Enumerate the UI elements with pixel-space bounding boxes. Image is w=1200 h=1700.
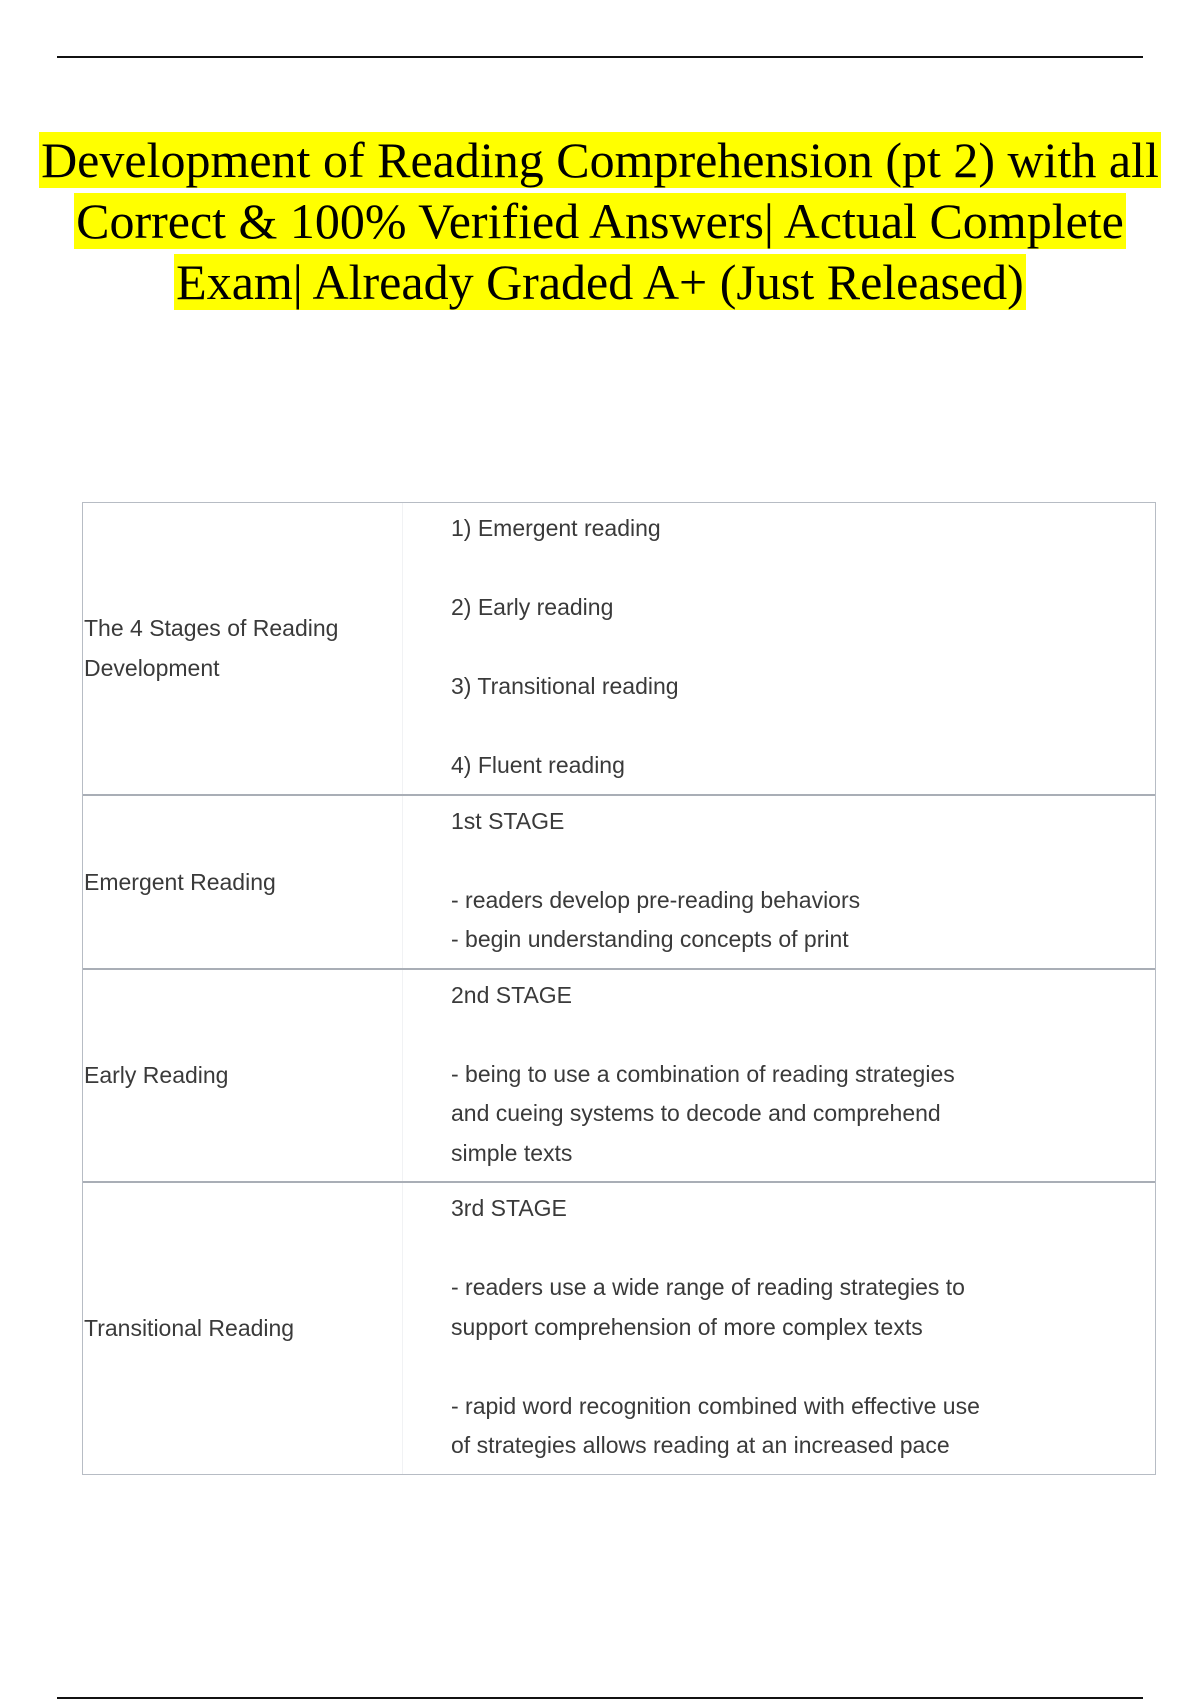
definition-line: - rapid word recognition combined with effective use	[451, 1392, 980, 1419]
definition-line: simple texts	[451, 1139, 573, 1166]
definition-cell	[403, 503, 1155, 794]
line-gap	[451, 707, 1135, 747]
highlighted-title-text: Development of Reading Comprehension (pt 2) with all Correct & 100% Verified Answers| Actual Complete Exam| Already Graded A+ (Just Released)	[41, 132, 1159, 310]
top-rule	[57, 56, 1143, 58]
definition-line: support comprehension of more complex texts	[451, 1313, 923, 1340]
definition-line: and cueing systems to decode and comprehend	[451, 1100, 941, 1126]
definition-line: 2) Early reading	[451, 594, 614, 620]
table-row	[83, 794, 1155, 968]
bottom-rule	[57, 1697, 1143, 1699]
definition-line: - readers develop pre-reading behaviors	[451, 886, 861, 913]
flashcard-table	[82, 502, 1156, 1475]
term-text: Emergent Reading	[84, 868, 276, 895]
line-gap	[451, 841, 1135, 881]
table-row	[83, 503, 1155, 794]
line-gap	[451, 1015, 1135, 1055]
definition-line: 4) Fluent reading	[451, 752, 625, 778]
definition-line: 2nd STAGE	[451, 981, 573, 1008]
definition-line: - being to use a combination of reading strategies	[451, 1060, 955, 1087]
definition-cell	[403, 1183, 1155, 1474]
definition-line: - readers use a wide range of reading strategies to	[451, 1274, 965, 1300]
term-text: Transitional Reading	[84, 1315, 295, 1342]
term-text: Early Reading	[84, 1062, 229, 1089]
term-text: The 4 Stages of Reading Development	[84, 615, 339, 682]
line-gap	[451, 549, 1135, 589]
table-row	[83, 1181, 1155, 1474]
term-cell	[83, 1183, 403, 1474]
definition-line: 1st STAGE	[451, 807, 565, 834]
term-cell	[83, 970, 403, 1182]
definition-cell	[403, 796, 1155, 968]
term-cell	[83, 503, 403, 794]
line-gap	[451, 1347, 1135, 1387]
definition-line: 3) Transitional reading	[451, 673, 679, 699]
term-cell	[83, 796, 403, 968]
document-title	[30, 130, 1170, 313]
definition-cell	[403, 970, 1155, 1182]
definition-line: of strategies allows reading at an increased pace	[451, 1432, 950, 1458]
line-gap	[451, 1229, 1135, 1269]
definition-line: 3rd STAGE	[451, 1195, 567, 1221]
definition-line: 1) Emergent reading	[451, 515, 661, 541]
table-row	[83, 968, 1155, 1182]
definition-line: - begin understanding concepts of print	[451, 926, 849, 952]
line-gap	[451, 628, 1135, 668]
